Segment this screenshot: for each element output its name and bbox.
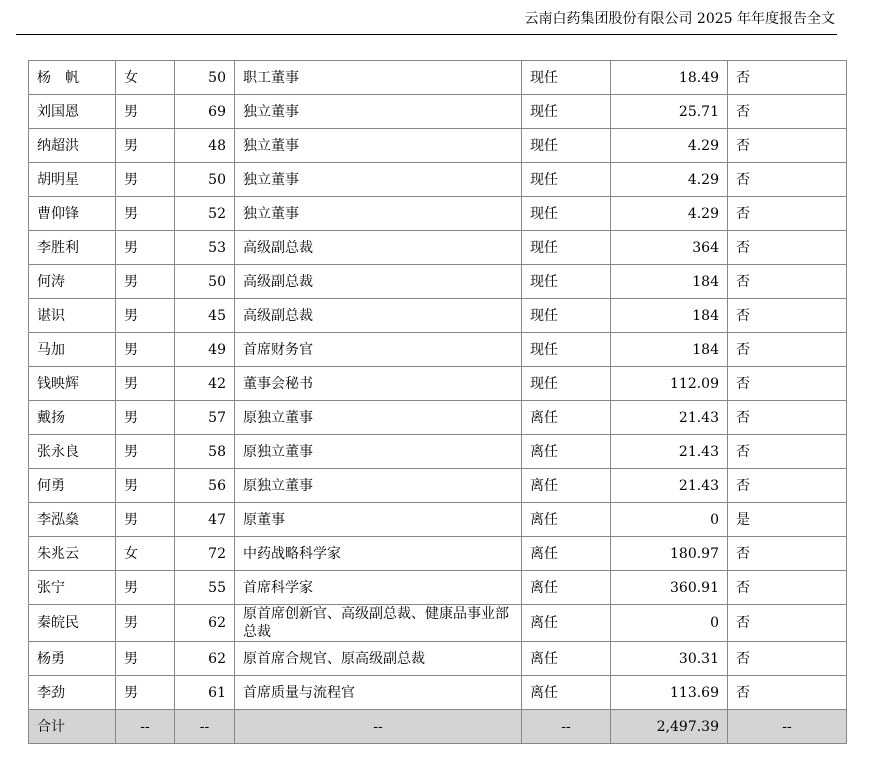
table-row xyxy=(29,163,847,197)
cell-status: 离任 xyxy=(522,642,611,676)
cell-name: 李劲 xyxy=(29,676,116,710)
cell-pay: 21.43 xyxy=(611,401,728,435)
cell-related-party: 否 xyxy=(728,571,847,605)
header-divider xyxy=(16,34,837,35)
cell-status: 现任 xyxy=(522,129,611,163)
table-row xyxy=(29,676,847,710)
cell-age: 72 xyxy=(175,537,235,571)
total-gender: -- xyxy=(116,710,175,744)
cell-gender: 男 xyxy=(116,503,175,537)
table-row xyxy=(29,299,847,333)
cell-pay: 30.31 xyxy=(611,642,728,676)
cell-status: 离任 xyxy=(522,401,611,435)
cell-age: 52 xyxy=(175,197,235,231)
cell-pay: 21.43 xyxy=(611,435,728,469)
cell-pay: 0 xyxy=(611,503,728,537)
cell-position: 董事会秘书 xyxy=(235,367,522,401)
cell-age: 50 xyxy=(175,61,235,95)
cell-pay: 364 xyxy=(611,231,728,265)
cell-pay: 4.29 xyxy=(611,163,728,197)
cell-status: 现任 xyxy=(522,299,611,333)
cell-name: 杨 帆 xyxy=(29,61,116,95)
cell-status: 现任 xyxy=(522,333,611,367)
cell-status: 现任 xyxy=(522,367,611,401)
cell-name: 钱映辉 xyxy=(29,367,116,401)
cell-status: 离任 xyxy=(522,571,611,605)
cell-related-party: 是 xyxy=(728,503,847,537)
total-status: -- xyxy=(522,710,611,744)
table-row xyxy=(29,435,847,469)
cell-age: 58 xyxy=(175,435,235,469)
cell-status: 现任 xyxy=(522,61,611,95)
cell-age: 42 xyxy=(175,367,235,401)
cell-age: 53 xyxy=(175,231,235,265)
cell-name: 张宁 xyxy=(29,571,116,605)
cell-age: 55 xyxy=(175,571,235,605)
cell-position: 原董事 xyxy=(235,503,522,537)
cell-age: 50 xyxy=(175,163,235,197)
table-row xyxy=(29,129,847,163)
cell-pay: 113.69 xyxy=(611,676,728,710)
cell-related-party: 否 xyxy=(728,61,847,95)
cell-related-party: 否 xyxy=(728,605,847,642)
cell-related-party: 否 xyxy=(728,367,847,401)
cell-gender: 女 xyxy=(116,537,175,571)
cell-status: 现任 xyxy=(522,95,611,129)
table-row xyxy=(29,367,847,401)
cell-pay: 112.09 xyxy=(611,367,728,401)
cell-position: 原首席合规官、原高级副总裁 xyxy=(235,642,522,676)
compensation-table xyxy=(28,60,847,744)
cell-pay: 360.91 xyxy=(611,571,728,605)
cell-age: 45 xyxy=(175,299,235,333)
total-related-party: -- xyxy=(728,710,847,744)
total-position: -- xyxy=(235,710,522,744)
cell-name: 秦皖民 xyxy=(29,605,116,642)
cell-status: 离任 xyxy=(522,435,611,469)
cell-name: 何勇 xyxy=(29,469,116,503)
table-row xyxy=(29,61,847,95)
cell-name: 李胜利 xyxy=(29,231,116,265)
table-total-row xyxy=(29,710,847,744)
cell-name: 杨勇 xyxy=(29,642,116,676)
cell-age: 56 xyxy=(175,469,235,503)
cell-position: 原独立董事 xyxy=(235,435,522,469)
cell-age: 47 xyxy=(175,503,235,537)
table-row xyxy=(29,265,847,299)
table-row xyxy=(29,537,847,571)
cell-name: 纳超洪 xyxy=(29,129,116,163)
cell-status: 现任 xyxy=(522,197,611,231)
cell-age: 69 xyxy=(175,95,235,129)
cell-related-party: 否 xyxy=(728,333,847,367)
cell-gender: 男 xyxy=(116,642,175,676)
cell-pay: 21.43 xyxy=(611,469,728,503)
cell-name: 马加 xyxy=(29,333,116,367)
cell-status: 现任 xyxy=(522,231,611,265)
cell-name: 刘国恩 xyxy=(29,95,116,129)
cell-pay: 25.71 xyxy=(611,95,728,129)
report-header-title: 云南白药集团股份有限公司 2025 年年度报告全文 xyxy=(524,11,835,27)
cell-status: 现任 xyxy=(522,163,611,197)
cell-gender: 男 xyxy=(116,129,175,163)
cell-related-party: 否 xyxy=(728,163,847,197)
cell-name: 胡明星 xyxy=(29,163,116,197)
table-row xyxy=(29,571,847,605)
cell-related-party: 否 xyxy=(728,401,847,435)
cell-related-party: 否 xyxy=(728,197,847,231)
cell-status: 离任 xyxy=(522,537,611,571)
cell-status: 离任 xyxy=(522,469,611,503)
cell-related-party: 否 xyxy=(728,537,847,571)
cell-related-party: 否 xyxy=(728,265,847,299)
cell-position: 原独立董事 xyxy=(235,469,522,503)
cell-age: 50 xyxy=(175,265,235,299)
cell-gender: 男 xyxy=(116,163,175,197)
cell-name: 何涛 xyxy=(29,265,116,299)
cell-age: 57 xyxy=(175,401,235,435)
table-row xyxy=(29,469,847,503)
cell-position: 独立董事 xyxy=(235,95,522,129)
cell-related-party: 否 xyxy=(728,469,847,503)
cell-gender: 男 xyxy=(116,95,175,129)
table-row xyxy=(29,503,847,537)
cell-pay: 184 xyxy=(611,265,728,299)
cell-position: 原首席创新官、高级副总裁、健康品事业部总裁 xyxy=(235,605,522,642)
table-body xyxy=(29,61,847,744)
total-pay: 2,497.39 xyxy=(611,710,728,744)
cell-age: 62 xyxy=(175,642,235,676)
cell-pay: 180.97 xyxy=(611,537,728,571)
cell-gender: 男 xyxy=(116,676,175,710)
cell-status: 离任 xyxy=(522,605,611,642)
cell-related-party: 否 xyxy=(728,231,847,265)
cell-related-party: 否 xyxy=(728,95,847,129)
cell-related-party: 否 xyxy=(728,299,847,333)
cell-gender: 男 xyxy=(116,231,175,265)
cell-related-party: 否 xyxy=(728,129,847,163)
cell-gender: 男 xyxy=(116,605,175,642)
cell-position: 独立董事 xyxy=(235,163,522,197)
table-row xyxy=(29,605,847,642)
cell-name: 曹仰锋 xyxy=(29,197,116,231)
cell-gender: 男 xyxy=(116,265,175,299)
cell-position: 独立董事 xyxy=(235,197,522,231)
cell-gender: 男 xyxy=(116,367,175,401)
cell-gender: 男 xyxy=(116,197,175,231)
table-row xyxy=(29,401,847,435)
cell-position: 职工董事 xyxy=(235,61,522,95)
cell-position: 首席质量与流程官 xyxy=(235,676,522,710)
cell-related-party: 否 xyxy=(728,676,847,710)
cell-position: 独立董事 xyxy=(235,129,522,163)
cell-gender: 男 xyxy=(116,469,175,503)
cell-gender: 男 xyxy=(116,571,175,605)
cell-position: 高级副总裁 xyxy=(235,231,522,265)
table-row xyxy=(29,333,847,367)
cell-gender: 男 xyxy=(116,435,175,469)
cell-position: 高级副总裁 xyxy=(235,299,522,333)
cell-age: 49 xyxy=(175,333,235,367)
cell-status: 离任 xyxy=(522,676,611,710)
cell-pay: 184 xyxy=(611,299,728,333)
cell-name: 朱兆云 xyxy=(29,537,116,571)
cell-age: 62 xyxy=(175,605,235,642)
cell-pay: 18.49 xyxy=(611,61,728,95)
cell-pay: 4.29 xyxy=(611,129,728,163)
table-row xyxy=(29,95,847,129)
cell-age: 48 xyxy=(175,129,235,163)
table-row xyxy=(29,197,847,231)
cell-gender: 男 xyxy=(116,299,175,333)
total-label: 合计 xyxy=(29,710,116,744)
table-row xyxy=(29,642,847,676)
cell-position: 首席财务官 xyxy=(235,333,522,367)
cell-related-party: 否 xyxy=(728,435,847,469)
cell-related-party: 否 xyxy=(728,642,847,676)
cell-gender: 男 xyxy=(116,333,175,367)
cell-position: 高级副总裁 xyxy=(235,265,522,299)
cell-gender: 女 xyxy=(116,61,175,95)
total-age: -- xyxy=(175,710,235,744)
cell-name: 戴扬 xyxy=(29,401,116,435)
table-row xyxy=(29,231,847,265)
cell-position: 原独立董事 xyxy=(235,401,522,435)
cell-age: 61 xyxy=(175,676,235,710)
cell-position: 中药战略科学家 xyxy=(235,537,522,571)
cell-pay: 0 xyxy=(611,605,728,642)
cell-gender: 男 xyxy=(116,401,175,435)
cell-pay: 4.29 xyxy=(611,197,728,231)
cell-position: 首席科学家 xyxy=(235,571,522,605)
cell-pay: 184 xyxy=(611,333,728,367)
cell-name: 李泓燊 xyxy=(29,503,116,537)
cell-status: 离任 xyxy=(522,503,611,537)
cell-name: 谌识 xyxy=(29,299,116,333)
cell-status: 现任 xyxy=(522,265,611,299)
cell-name: 张永良 xyxy=(29,435,116,469)
